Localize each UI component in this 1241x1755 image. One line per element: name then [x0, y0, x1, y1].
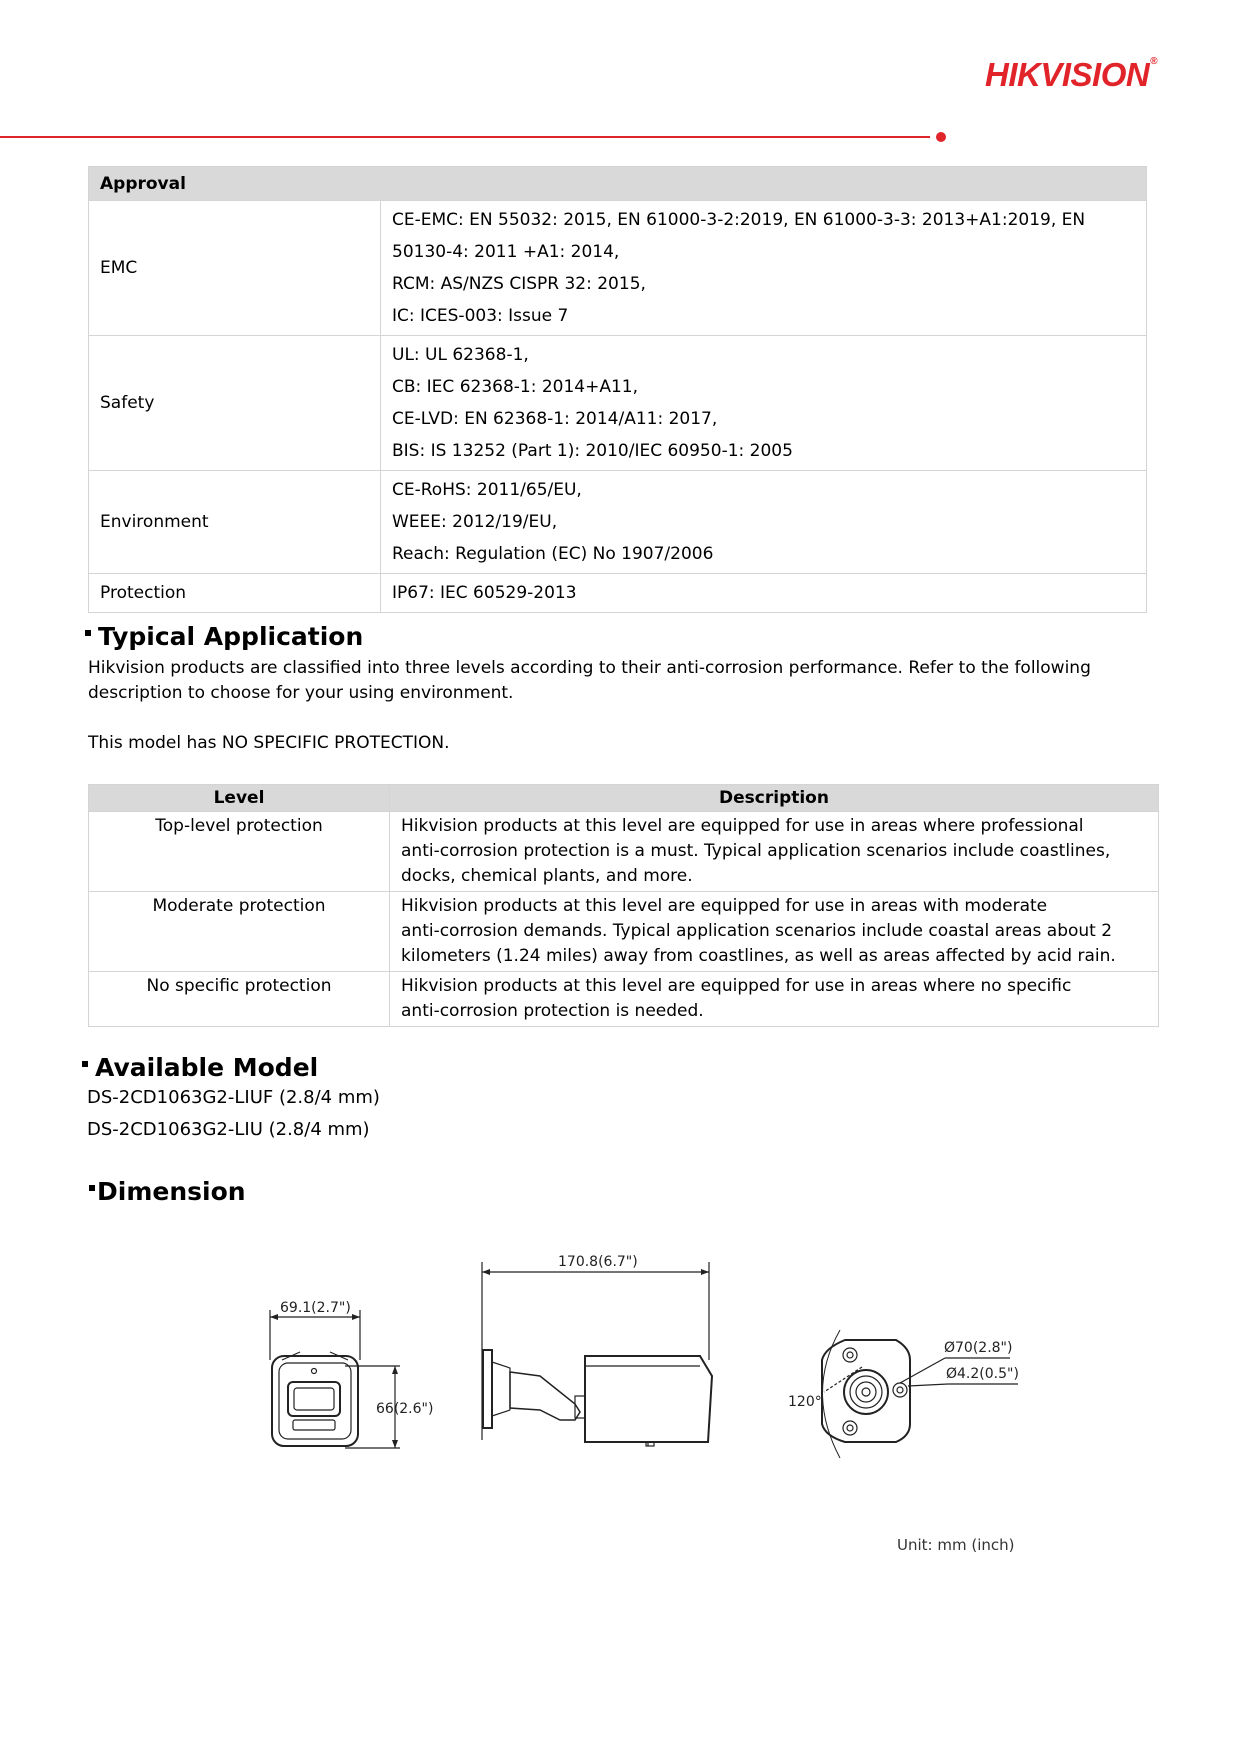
approval-value: BIS: IS 13252 (Part 1): 2010/IEC 60950-1: 2005	[392, 441, 793, 461]
base-diameter-label: Ø70(2.8")	[944, 1340, 1013, 1356]
intro-line: description to choose for your using environment.	[88, 683, 514, 703]
description-line: Hikvision products at this level are equipped for use in areas where no specific	[401, 976, 1072, 996]
dimension-title: Dimension	[89, 1177, 246, 1206]
approval-value: CE-RoHS: 2011/65/EU,	[392, 480, 582, 500]
unit-label: Unit: mm (inch)	[897, 1536, 1015, 1554]
intro-line: Hikvision products are classified into three levels according to their anti-corrosion performance. Refer to the following	[88, 658, 1091, 678]
approval-value: IC: ICES-003: Issue 7	[392, 306, 569, 326]
hole-diameter-label: Ø4.2(0.5")	[946, 1366, 1019, 1382]
description-line: anti-corrosion protection is a must. Typical application scenarios include coastlines,	[401, 841, 1111, 861]
protection-note: This model has NO SPECIFIC PROTECTION.	[88, 733, 450, 753]
model-item: DS-2CD1063G2-LIUF (2.8/4 mm)	[87, 1087, 380, 1108]
side-view	[482, 1262, 712, 1446]
side-length-label: 170.8(6.7")	[558, 1254, 638, 1270]
description-line: Hikvision products at this level are equipped for use in areas where professional	[401, 816, 1084, 836]
level-cell: Moderate protection	[89, 892, 390, 972]
front-height-label: 66(2.6")	[376, 1401, 434, 1417]
typical-application-title: Typical Application	[85, 622, 363, 651]
approval-value: IP67: IEC 60529-2013	[392, 583, 577, 603]
description-column-header: Description	[390, 785, 1159, 812]
approval-value: CE-LVD: EN 62368-1: 2014/A11: 2017,	[392, 409, 718, 429]
approval-value: RCM: AS/NZS CISPR 32: 2015,	[392, 274, 646, 294]
model-item: DS-2CD1063G2-LIU (2.8/4 mm)	[87, 1119, 370, 1140]
description-line: kilometers (1.24 miles) away from coastlines, as well as areas affected by acid rain.	[401, 946, 1116, 966]
description-line: anti-corrosion demands. Typical application scenarios include coastal areas about 2	[401, 921, 1113, 941]
approval-label-safety: Safety	[89, 336, 381, 471]
approval-value: CB: IEC 62368-1: 2014+A11,	[392, 377, 639, 397]
available-model-title: Available Model	[82, 1053, 318, 1082]
level-cell: No specific protection	[89, 972, 390, 1027]
approval-label-emc: EMC	[89, 201, 381, 336]
approval-header: Approval	[89, 167, 1147, 201]
front-width-label: 69.1(2.7")	[280, 1300, 351, 1316]
level-cell: Top-level protection	[89, 812, 390, 892]
approval-value: WEEE: 2012/19/EU,	[392, 512, 558, 532]
hikvision-logo: HIKVISION®	[985, 56, 1158, 93]
description-line: Hikvision products at this level are equipped for use in areas with moderate	[401, 896, 1048, 916]
approval-value: UL: UL 62368-1,	[392, 345, 529, 365]
description-line: docks, chemical plants, and more.	[401, 866, 693, 886]
approval-value: CE-EMC: EN 55032: 2015, EN 61000-3-2:2019, EN 61000-3-3: 2013+A1:2019, EN	[392, 210, 1086, 230]
approval-label-environment: Environment	[89, 471, 381, 574]
front-view	[270, 1310, 400, 1448]
hole-angle-label: 120°	[788, 1394, 822, 1410]
approval-value: Reach: Regulation (EC) No 1907/2006	[392, 544, 714, 564]
description-line: anti-corrosion protection is needed.	[401, 1001, 704, 1021]
level-column-header: Level	[89, 785, 390, 812]
approval-value: 50130-4: 2011 +A1: 2014,	[392, 242, 620, 262]
approval-label-protection: Protection	[89, 574, 381, 613]
